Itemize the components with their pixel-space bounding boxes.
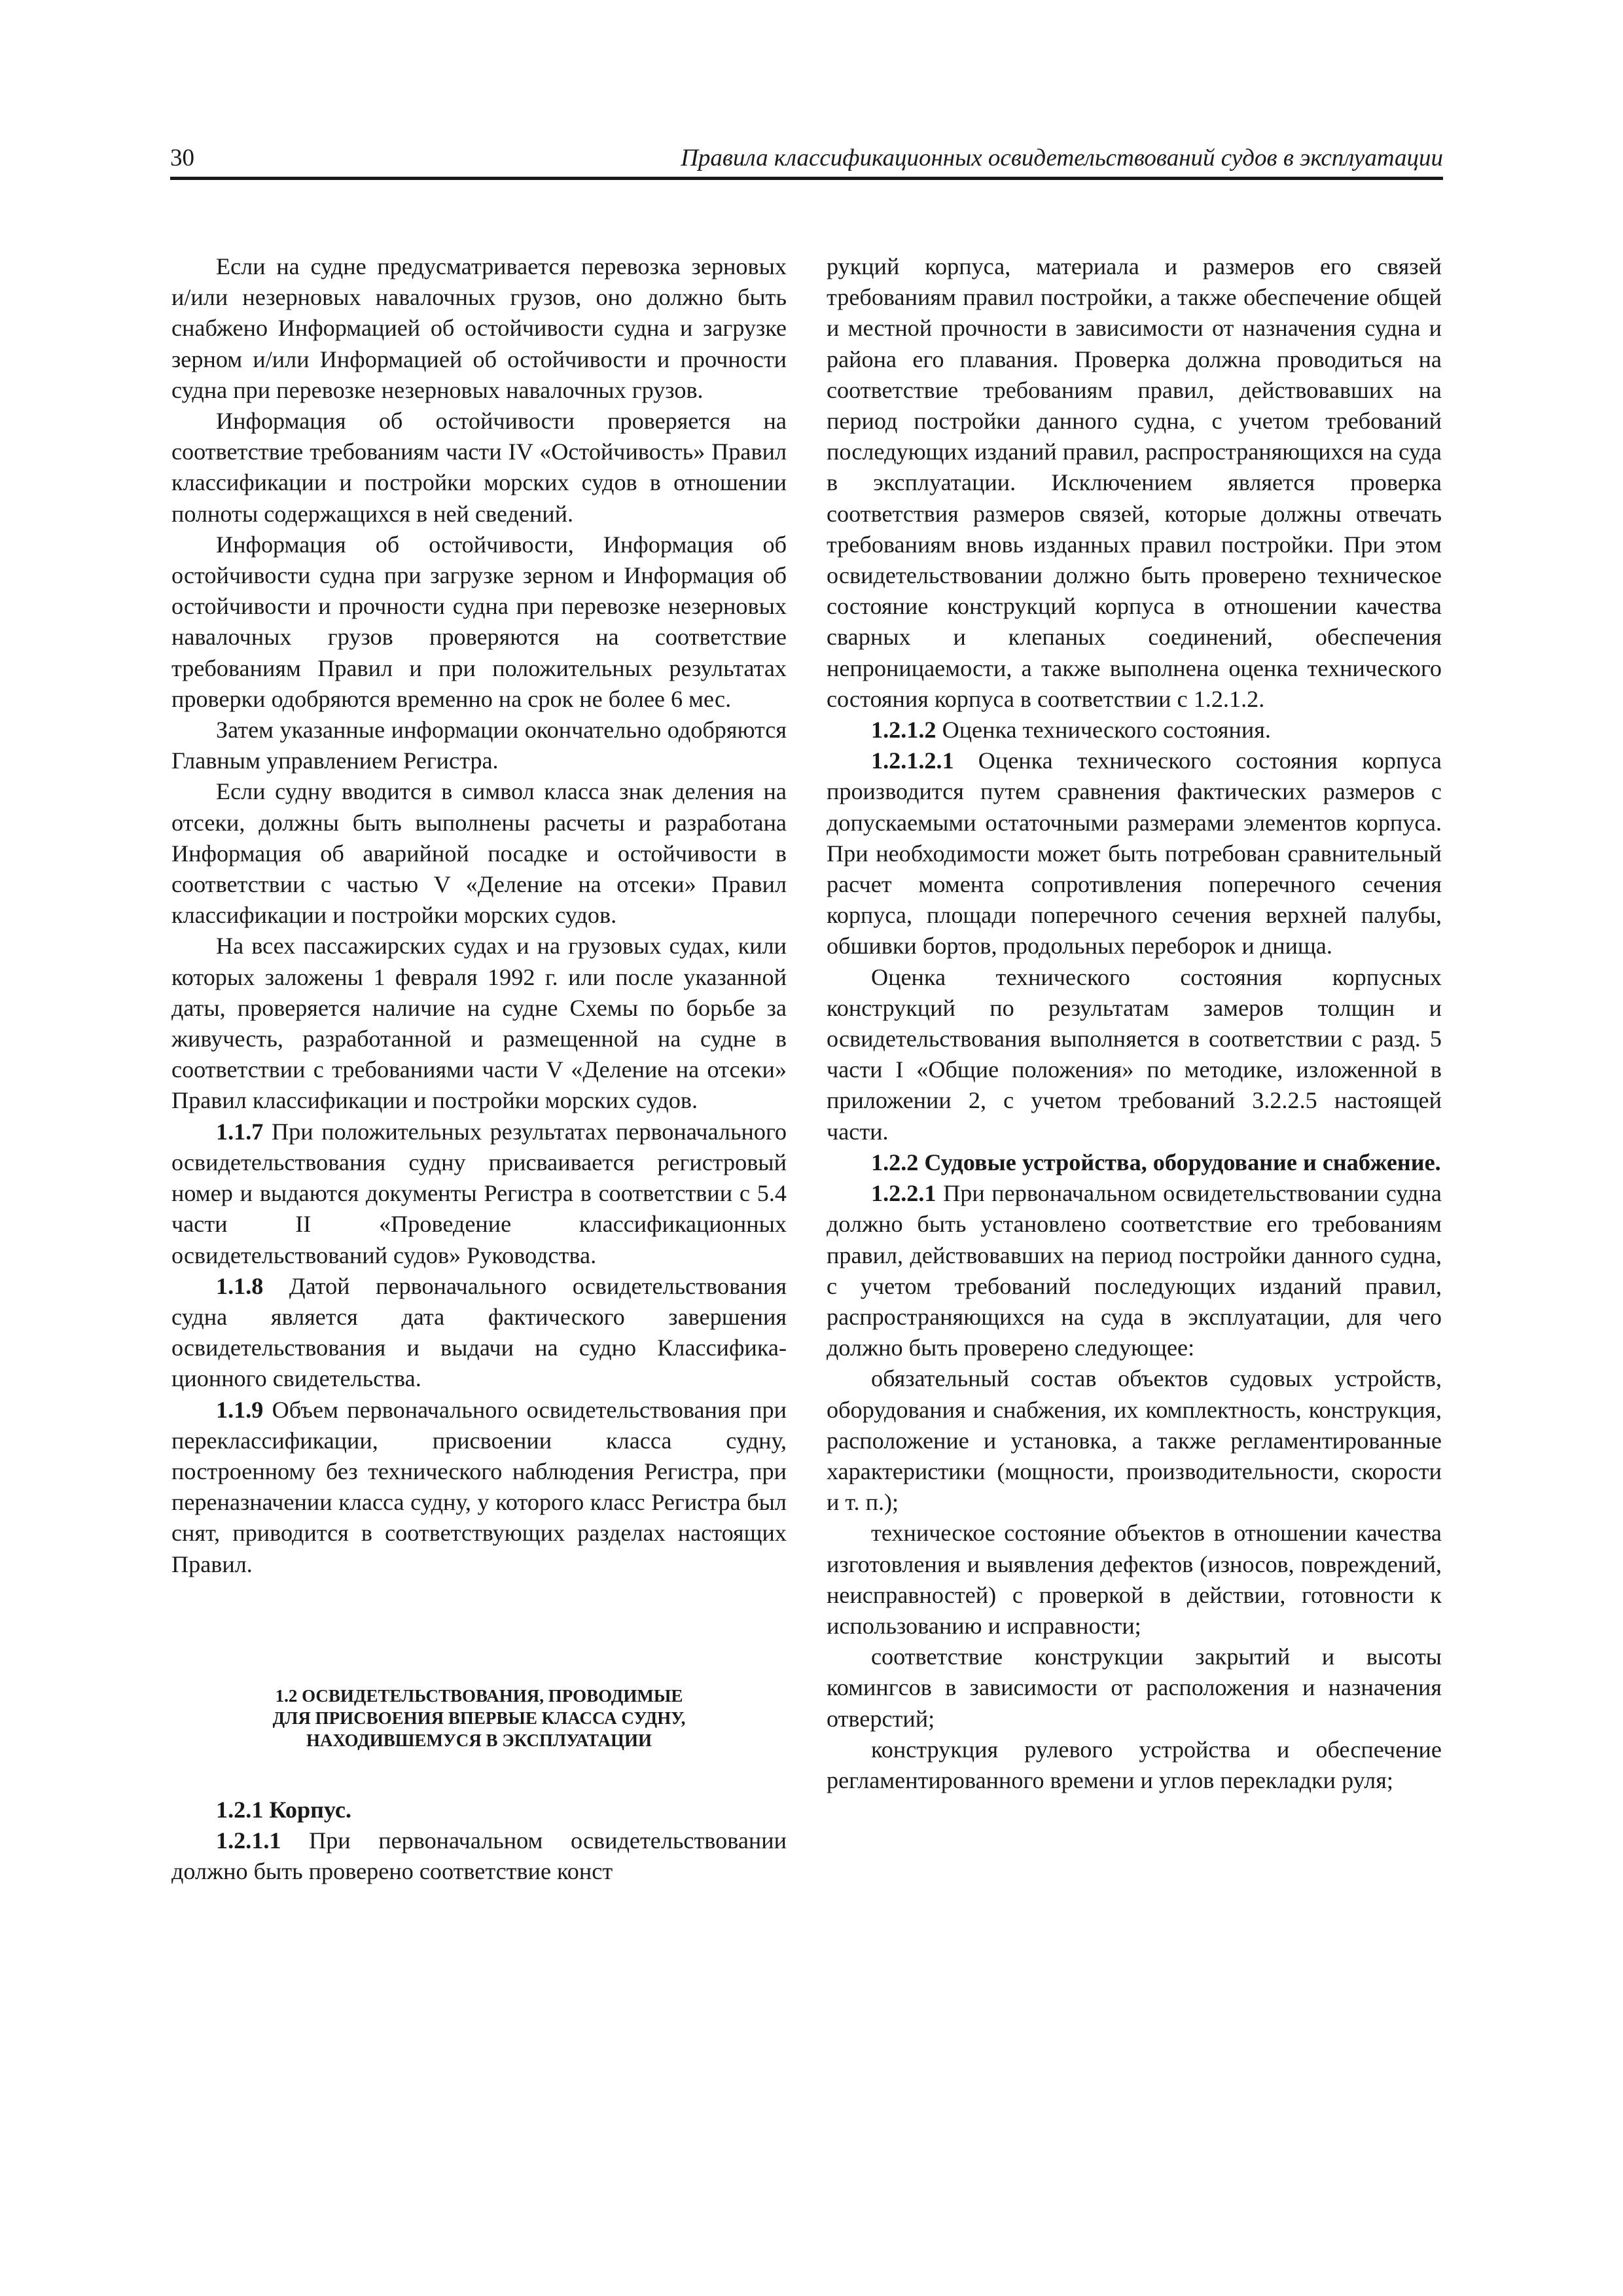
- list-item: техническое состояние объектов в отношении качества изготовления и выявления дефектов (износов, повреждений, неисправностей) с проверкой в действии, готовности к использованию и исправности;: [827, 1520, 1442, 1639]
- clause-number: 1.2.1.1: [216, 1827, 281, 1854]
- left-column: [171, 251, 787, 1887]
- section-title-line: 1.2 ОСВИДЕТЕЛЬСТВОВАНИЯ, ПРОВОДИМЫЕ: [275, 1685, 683, 1706]
- clause-text: Датой первоначального освидетельствования судна является дата фактического завершения освидетельствования и выдачи на судно Классификационного свидетельства.: [171, 1272, 787, 1392]
- subsection-heading-1-2-1: 1.2.1 Корпус.: [216, 1796, 352, 1823]
- paragraph: рукций корпуса, материала и размеров его связей требованиям правил постройки, а также обеспечение общей и местной прочности в зависимости от назначения судна и района его плавания. Проверка должна проводиться на соответствие требованиям правил, действовавших на период постройки данного судна, с учетом требований последующих изданий правил, распространяющихся на суда в эксплуатации. Исключением является проверка соответствия размеров связей, которые должны отвечать требованиям вновь изданных правил постройки. При этом освидетельствовании должно быть проверено техническое состояние конструкций корпуса в отношении качества сварных и клепаных соединений, обеспечения непроницаемости, а также выполнена оценка технического состояния корпуса в соответствии с 1.2.1.2.: [827, 253, 1442, 712]
- page-header: [170, 140, 1443, 179]
- paragraph-1-2-1-2-1: [827, 745, 1442, 961]
- paragraph-1-2-2-1: [827, 1178, 1442, 1363]
- paragraph-1-2-1-1: [171, 1825, 787, 1887]
- paragraph-1-1-9: [171, 1395, 787, 1580]
- paragraph: Информация об остойчивости, Информация об остойчивости судна при загрузке зерном и Информация об остойчивости и прочности судна при перевозке незерновых навалочных грузов проверяются на соответствие требованиям Правил и при положительных результатах проверки одобряются временно на срок не более 6 мес.: [171, 531, 787, 712]
- paragraph: Информация об остойчивости проверяется на соответствие требованиям части IV «Остойчивость» Правил классификации и постройки морских судов в отношении полноты содержащихся в ней сведений.: [171, 408, 787, 527]
- subsection-heading-1-2-2: 1.2.2 Судовые устройства, оборудование и снабжение.: [871, 1149, 1441, 1175]
- clause-number: 1.2.2.1: [871, 1180, 936, 1207]
- clause-number: 1.2.1.2: [871, 717, 936, 744]
- paragraph-1-1-7: [171, 1117, 787, 1271]
- paragraph-1-1-8: [171, 1271, 787, 1395]
- clause-number: 1.1.8: [216, 1272, 264, 1299]
- paragraph: На всех пассажирских судах и на грузовых судах, кили которых заложены 1 февраля 1992 г. или после указанной даты, проверяется наличие на судне Схемы по борьбе за живучесть, разработанной и размещенной на судне в соответствии с требованиями части V «Деление на отсеки» Правил классификации и постройки морских судов.: [171, 933, 787, 1114]
- header-rule: [170, 177, 1443, 180]
- page-number: 30: [170, 145, 194, 171]
- clause-text: При первоначальном освидетельствовании судна должно быть установлено соответствие его требованиям правил, действовавших на период постройки данного судна, с учетом требований последующих изданий правил, распространяющихся на суда в эксплуатации, для чего должно быть проверено следующее:: [827, 1180, 1442, 1361]
- right-column: [827, 251, 1442, 1796]
- paragraph: Если судну вводится в символ класса знак деления на отсеки, должны быть выполнены расчеты и разработана Информация об аварийной посадке и остойчивости в соответствии с частью V «Деление на отсеки» Правил классификации и постройки морских судов.: [171, 778, 787, 929]
- running-title: Правила классификационных освидетельствований судов в эксплуатации: [681, 145, 1443, 171]
- clause-text: Оценка технического состояния.: [936, 717, 1271, 744]
- section-title-line: ДЛЯ ПРИСВОЕНИЯ ВПЕРВЫЕ КЛАССА СУДНУ,: [272, 1708, 686, 1728]
- clause-text: При первоначальном освидетельствовании должно быть проверено соответствие конст: [171, 1827, 787, 1885]
- list-item: конструкция рулевого устройства и обеспечение регламентированного времени и углов перекладки руля;: [827, 1736, 1442, 1793]
- clause-number: 1.2.1.2.1: [871, 747, 954, 774]
- paragraph: Если на судне предусматривается перевозка зерновых и/или незерновых навалочных грузов, оно должно быть снабжено Информацией об остойчивости судна и загрузке зерном и/или Информацией об остойчивости и прочности судна при перевозке незерновых навалочных грузов.: [171, 253, 787, 403]
- section-title-line: НАХОДИВШЕМУСЯ В ЭКСПЛУАТАЦИИ: [306, 1730, 652, 1750]
- section-title: [171, 1685, 787, 1751]
- clause-number: 1.1.9: [216, 1396, 264, 1423]
- clause-text: Оценка технического состояния корпуса производится путем сравнения фактических размеров с допускаемыми остаточными размерами элементов корпуса. При необходимости может быть потребован сравнительный расчет момента сопротивления поперечного сечения корпуса, площади поперечного сечения верхней палубы, обшивки бортов, продольных переборок и днища.: [827, 747, 1442, 960]
- clause-text: Объем первоначального освидетельствования при переклассификации, присвоении класса судну, построенному без технического наблюдения Регистра, при переназначении класса судну, у которого класс Регистра был снят, приводится в соответствующих разделах настоящих Правил.: [171, 1396, 787, 1577]
- paragraph: Оценка технического состояния корпусных конструкций по результатам замеров толщин и освидетельствования выполняется в соответствии с разд. 5 части I «Общие положения» по методике, изложенной в приложении 2, с учетом требований 3.2.2.5 настоящей части.: [827, 963, 1442, 1145]
- list-item: соответствие конструкции закрытий и высоты комингсов в зависимости от расположения и назначения отверстий;: [827, 1643, 1442, 1732]
- clause-number: 1.1.7: [216, 1118, 264, 1145]
- clause-text: При положительных результатах первоначального освидетельствования судну присваивается регистровый номер и выдаются документы Регистра в соответствии с 5.4 части II «Проведение классификационных освидетельствований судов» Руководства.: [171, 1118, 787, 1268]
- paragraph: Затем указанные информации окончательно одобряются Главным управлением Регистра.: [171, 717, 787, 774]
- paragraph-1-2-1-2: [827, 715, 1442, 745]
- list-item: обязательный состав объектов судовых устройств, оборудования и снабжения, их комплектность, конструкция, расположение и установка, а также регламентированные характеристики (мощности, производительности, скорости и т. п.);: [827, 1365, 1442, 1516]
